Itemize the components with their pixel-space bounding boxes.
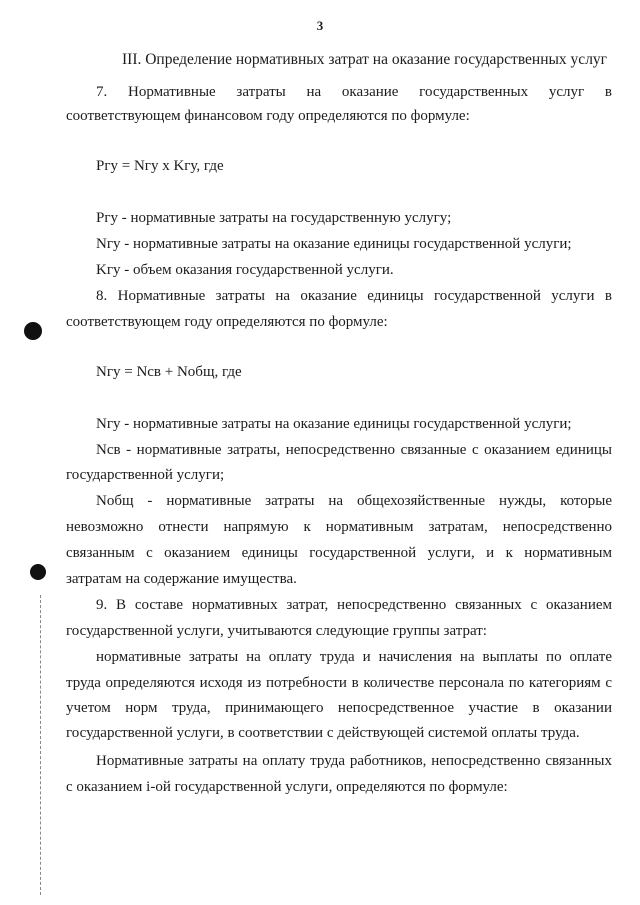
definition-nobsh-line-2: невозможно отнести напрямую к нормативным затратам, непосредственно <box>66 519 612 535</box>
page-number: 3 <box>316 18 324 33</box>
labor-line-2: труда определяются исходя из потребности в количестве персонала по категориям с <box>66 675 612 691</box>
labor-line-1: нормативные затраты на оплату труда и начисления на выплаты по оплате <box>96 649 612 665</box>
last-line-2: с оказанием i-ой государственной услуги, определяются по формуле: <box>66 779 508 795</box>
definition-nobsh-line-4: затратам на содержание имущества. <box>66 571 297 587</box>
definition-ngu: Nгу - нормативные затраты на оказание единицы государственной услуги; <box>96 236 572 252</box>
definition-nobsh-line-3: связанным с оказанием единицы государственной услуги, и к нормативным <box>66 545 612 561</box>
p7-line-1: 7. Нормативные затраты на оказание государственных услуг в <box>96 84 612 100</box>
punch-hole-bottom <box>30 564 46 580</box>
formula-2: Nгу = Nсв + Nобщ, где <box>96 364 242 380</box>
definition-nobsh-line-1: Nобщ - нормативные затраты на общехозяйственные нужды, которые <box>96 493 612 509</box>
formula-1: Pгу = Nгу x Kгу, где <box>96 158 224 174</box>
section-title: III. Определение нормативных затрат на оказание государственных услуг <box>122 51 608 68</box>
p8-line-1: 8. Нормативные затраты на оказание единицы государственной услуги в <box>96 288 612 304</box>
p8-line-2: соответствующем году определяются по формуле: <box>66 314 388 330</box>
definition-pgu: Pгу - нормативные затраты на государственную услугу; <box>96 210 452 226</box>
punch-hole-top <box>24 322 42 340</box>
p9-line-1: 9. В составе нормативных затрат, непосредственно связанных с оказанием <box>96 597 612 613</box>
scan-edge-mark <box>40 595 41 895</box>
definition-ncb-line-2: государственной услуги; <box>66 467 225 483</box>
last-line-1: Нормативные затраты на оплату труда работников, непосредственно связанных <box>96 753 612 769</box>
labor-line-4: государственной услуги, в соответствии с действующей системой оплаты труда. <box>66 725 580 741</box>
definition-ngu-2: Nгу - нормативные затраты на оказание единицы государственной услуги; <box>96 416 572 432</box>
definition-ncb-line-1: Nсв - нормативные затраты, непосредственно связанные с оказанием единицы <box>96 442 612 458</box>
p9-line-2: государственной услуги, учитываются следующие группы затрат: <box>66 623 487 639</box>
definition-kgu: Kгу - объем оказания государственной услуги. <box>96 262 394 278</box>
labor-line-3: учетом норм труда, принимающего непосредственное участие в оказании <box>66 700 612 716</box>
p7-line-2: соответствующем финансовом году определяются по формуле: <box>66 108 470 124</box>
